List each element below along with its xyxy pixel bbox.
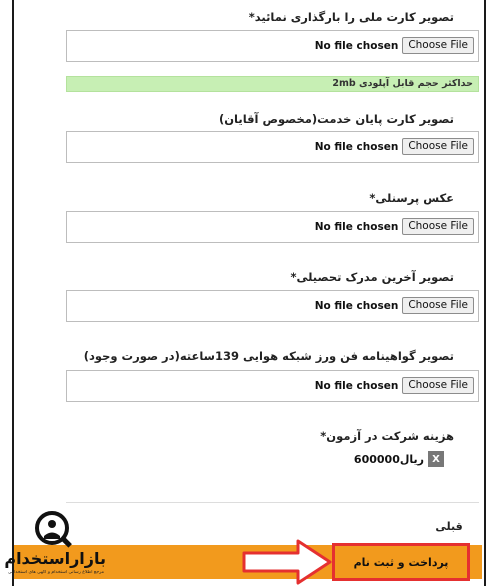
personal-photo-label: عکس پرسنلی* [369,191,454,205]
degree-choose-file-button[interactable]: Choose File [402,297,474,314]
previous-button[interactable]: قبلی [435,519,463,533]
certificate-file-status: No file chosen [314,379,399,392]
degree-label: تصویر آخرین مدرک تحصیلی* [290,270,454,284]
upload-size-hint: حداکثر حجم قابل آپلودی 2mb [66,76,479,92]
certificate-label: تصویر گواهینامه فن ورز شبکه هوایی 139ساعته(در صورت وجود) [83,349,454,363]
military-card-label: تصویر کارت پایان خدمت(مخصوص آقایان) [218,112,454,126]
personal-photo-choose-file-button[interactable]: Choose File [402,218,474,235]
military-card-choose-file-button[interactable]: Choose File [402,138,474,155]
arrow-right-icon [242,538,334,586]
exam-fee-amount: 600000ریال [353,452,424,466]
site-logo [4,510,104,586]
military-card-upload [66,131,479,163]
military-card-file-status: No file chosen [314,140,399,153]
certificate-choose-file-button[interactable]: Choose File [402,377,474,394]
national-card-file-status: No file chosen [314,39,399,52]
national-card-upload [66,30,479,62]
exam-fee-row [354,451,444,467]
pay-and-register-button[interactable]: پرداخت و ثبت نام [332,543,470,581]
logo-magnifier-icon [4,510,104,552]
logo-title: بازاراستخدام [4,549,106,568]
degree-upload [66,290,479,322]
degree-file-status: No file chosen [314,299,399,312]
divider [66,502,479,503]
national-card-choose-file-button[interactable]: Choose File [402,37,474,54]
personal-photo-upload [66,211,479,243]
form-panel [12,0,486,586]
national-card-label: تصویر کارت ملی را بارگذاری نمائید* [248,10,454,24]
personal-photo-file-status: No file chosen [314,220,399,233]
close-icon[interactable]: X [428,451,444,467]
logo-subtitle: مرجع اطلاع رسانی استخدام و آگهی های استخدامی [8,570,104,575]
exam-fee-label: هزینه شرکت در آزمون* [320,429,454,443]
certificate-upload [66,370,479,402]
